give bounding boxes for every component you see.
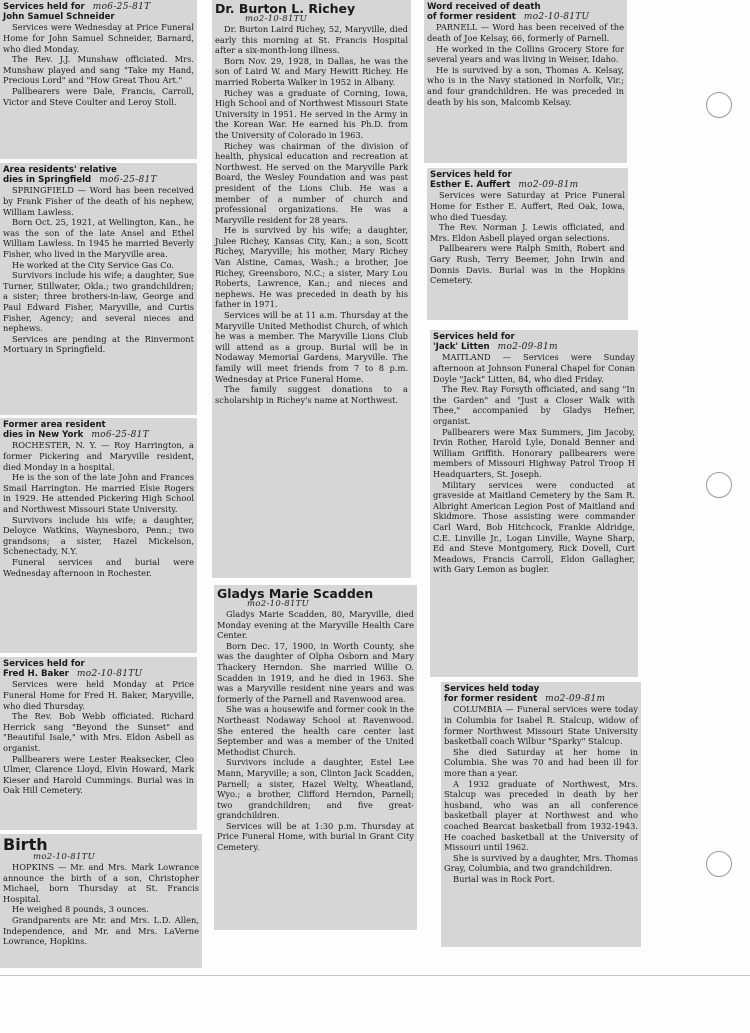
handwritten-note: mo6-25-81T: [92, 2, 151, 12]
clipping-richey: [212, 0, 411, 578]
clipping-heading: Former area resident dies in New York mo6-25-81T: [3, 420, 150, 441]
paragraph: Pallbearers were Max Summers, Jim Jacoby, Irvin Rother, Harold Lyle, Donald Benner and William Griffith. Honorary pallbearers were members of Missouri Highway Patrol Troop H Headquarters, St. Joseph.: [433, 426, 635, 479]
page-edge: [0, 975, 750, 976]
clipping-heading: Area residents' relative dies in Springfield mo6-25-81T: [3, 165, 157, 186]
paragraph: Pallbearers were Lester Reaksecker, Cleo Ulmer, Clarence Lloyd, Elvin Howard, Mark Kieser and Harold Cummings. Burial was in Oak Hill Cemetery.: [3, 753, 194, 796]
paragraph: SPRINGFIELD — Word has been received by Frank Fisher of the death of his nephew, William Lawless.: [3, 185, 194, 217]
paragraph: He worked at the City Service Gas Co.: [12, 259, 174, 270]
paragraph: Services are pending at the Rinvermont Mortuary in Springfield.: [3, 333, 194, 355]
paragraph: Grandparents are Mr. and Mrs. L.D. Allen, Independence, and Mr. and Mrs. LaVerne Lowrance, Hopkins.: [3, 914, 199, 947]
paragraph: He weighed 8 pounds, 3 ounces.: [12, 904, 149, 915]
paragraph: Richey was chairman of the division of health, physical education and recreation at Northwest. He served on the Maryville Park Board, the Wesley Foundation and was past president of the Lions Club. He was a member of a number of church and professional organizations. He was a Maryville resident for 28 years.: [215, 140, 408, 225]
paragraph: Survivors include a daughter, Estel Lee Mann, Maryville; a son, Clinton Jack Scadden, Parnell; a sister, Hazel Welty, Wheatland, Wyo.; a brother, Clifford Herndon, Parnell; two grandchildren; and five great-grandchildren.: [217, 757, 414, 821]
punch-hole: [706, 92, 732, 118]
paragraph: Pallbearers were Dale, Francis, Carroll, Victor and Steve Coulter and Leroy Stoll.: [3, 85, 194, 107]
clipping-scadden: [214, 585, 417, 930]
punch-hole: [706, 851, 732, 877]
paragraph: Survivors include his wife; a daughter, Sue Turner, Stillwater, Okla.; two grandchildren; a sister; three brothers-in-law, George and Paul Edward Fisher, Maryville, and Curtis Fisher, Agency; and several nieces and nephews.: [3, 270, 194, 334]
paragraph: He is survived by a son, Thomas A. Kelsay, who is in the Navy stationed in Norfolk, Vir.; and four grandchildren. He was preceded in death by his son, Malcomb Kelsay.: [427, 64, 624, 107]
clipping-auffert: [427, 168, 628, 320]
paragraph: She died Saturday at her home in Columbia. She was 70 and had been ill for more than a year.: [444, 746, 638, 778]
clipping-schneider: [0, 0, 197, 159]
clipping-baker: [0, 657, 197, 830]
paragraph: Survivors include his wife; a daughter, Deloyce Watkins, Waynesboro, Penn.; two grandsons; a sister, Hazel Mickelson, Schenectady, N.Y.: [3, 514, 194, 557]
paragraph: COLUMBIA — Funeral services were today in Columbia for Isabel R. Stalcup, widow of former Northwest Missouri State University basketball coach Wilbur "Sparky" Stalcup.: [444, 704, 638, 747]
paragraph: Funeral services and burial were Wednesday afternoon in Rochester.: [3, 556, 194, 578]
clipping-lawless: [0, 163, 197, 415]
clipping-heading: Birth: [3, 835, 48, 854]
paragraph: PARNELL — Word has been received of the death of Joe Kelsay, 66, formerly of Parnell.: [427, 22, 624, 43]
paragraph: A 1932 graduate of Northwest, Mrs. Stalcup was preceded in death by her husband, who was an all conference basketball player at Northwest and who coached Bearcat basketball from 1932-1943. He coached basketball at the University of Missouri until 1962.: [444, 778, 638, 853]
clipping-stalcup: [441, 682, 641, 947]
handwritten-note: mo2-10-81TU: [247, 599, 310, 609]
handwritten-note: mo2-10-81TU: [33, 852, 96, 862]
paragraph: The Rev. Ray Forsyth officiated, and sang "In the Garden" and "Just a Closer Walk with Thee," accompanied by Gladys Hefner, organist.: [433, 384, 635, 426]
paragraph: Richey was a graduate of Corning, Iowa, High School and of Northwest Missouri State University in 1951. He served in the Army in the Korean War. He earned his Ph.D. from the University of Colorado in 1963.: [215, 87, 408, 140]
paragraph: He is the son of the late John and Frances Smail Harrington. He married Elsie Rogers in 1929. He attended Pickering High School and Northwest Missouri State University.: [3, 472, 194, 514]
paragraph: Services will be at 11 a.m. Thursday at the Maryville United Methodist Church, of which he was a member. The Maryville Lions Club will attend as a group. Burial will be in Nodaway Memorial Gardens, Maryville. The family will meet friends from 7 to 8 p.m. Wednesday at Price Funeral Home.: [215, 310, 408, 384]
paragraph: The Rev. Norman J. Lewis officiated, and Mrs. Eldon Asbell played organ selections.: [430, 222, 625, 243]
paragraph: Dr. Burton Laird Richey, 52, Maryville, died early this morning at St. Francis Hospital after a six-month-long illness.: [215, 24, 408, 56]
clipping-birth: [0, 834, 202, 968]
clipping-heading: Gladys Marie Scadden: [217, 586, 374, 601]
handwritten-note: mo6-25-81T: [91, 430, 150, 441]
paragraph: Services were Saturday at Price Funeral Home for Esther E. Auffert, Red Oak, Iowa, who died Tuesday.: [430, 190, 625, 222]
handwritten-note: mo2-10-81TU: [245, 14, 308, 24]
paragraph: Born Oct. 25, 1921, at Wellington, Kan., he was the son of the late Ansel and Ethel William Lawless. In 1945 he married Beverly Fisher, who lived in the Maryville area.: [3, 217, 194, 259]
paragraph: Pallbearers were Ralph Smith, Robert and Gary Rush, Terry Beemer, John Irwin and Donnis Davis. Burial was in the Hopkins Cemetery.: [430, 243, 625, 286]
clipping-litten: [430, 330, 638, 677]
handwritten-note: mo2-09-81m: [545, 694, 606, 705]
paragraph: She is survived by a daughter, Mrs. Thomas Gray, Columbia, and two grandchildren.: [444, 852, 638, 874]
paragraph: ROCHESTER, N. Y. — Roy Harrington, a former Pickering and Maryville resident, died Monday in a hospital.: [3, 440, 194, 472]
clipping-kelsay: [424, 0, 627, 163]
clipping-heading: Word received of death of former resident mo2-10-81TU: [427, 2, 590, 23]
punch-hole: [706, 472, 732, 498]
paragraph: The Rev. Bob Webb officiated. Richard Herrick sang "Beyond the Sunset" and "Beautiful Isale," with Mrs. Eldon Asbell as organist.: [3, 711, 194, 753]
clipping-heading: Dr. Burton L. Richey: [215, 1, 356, 16]
paragraph: He worked in the Collins Grocery Store for several years and was living in Weiser, Idaho.: [427, 43, 624, 65]
handwritten-note: mo6-25-81T: [99, 175, 157, 186]
paragraph: Services will be at 1:30 p.m. Thursday at Price Funeral Home, with burial in Grant City Cemetery.: [217, 820, 414, 853]
paragraph: Gladys Marie Scadden, 80, Maryville, died Monday evening at the Maryville Health Care Center.: [217, 609, 414, 641]
paragraph: Services were Wednesday at Price Funeral Home for John Samuel Schneider, Barnard, who died Monday.: [3, 22, 194, 54]
clipping-heading: Services held for Fred H. Baker mo2-10-81TU: [3, 659, 143, 680]
paragraph: He is survived by his wife; a daughter, Julee Richey, Kansas City, Kan.; a son, Scott Richey, Maryville; his mother, Mary Richey Van Alstine, Camas, Wash.; a brother, Joe Richey, Greensboro, N.C.; a sister, Mary Lou Roberts, Lawrence, Kan.; and nieces and nephews. He was preceded in death by his father in 1971.: [215, 225, 408, 310]
handwritten-note: mo2-09-81m: [518, 180, 579, 191]
paragraph: MAITLAND — Services were Sunday afternoon at Johnson Funeral Chapel for Conan Doyle "Jack" Litten, 84, who died Friday.: [433, 352, 635, 384]
paragraph: Services were held Monday at Price Funeral Home for Fred H. Baker, Maryville, who died Thursday.: [3, 679, 194, 711]
handwritten-note: mo2-10-81TU: [523, 12, 590, 23]
handwritten-note: mo2-09-81m: [497, 342, 558, 353]
clipping-heading: Services held for 'Jack' Litten mo2-09-81m: [433, 332, 558, 353]
paragraph: The Rev. J.J. Munshaw officiated. Mrs. Munshaw played and sang "Take my Hand, Precious Lord" and "How Great Thou Art.": [3, 54, 194, 86]
paragraph: The family suggest donations to a scholarship in Richey's name at Northwest.: [215, 384, 408, 405]
paragraph: She was a housewife and former cook in the Northeast Nodaway School at Ravenwood. She entered the health care center last September and was a member of the United Methodist Church.: [217, 704, 414, 757]
handwritten-note: mo2-10-81TU: [76, 669, 143, 680]
paragraph: Military services were conducted at graveside at Maitland Cemetery by the Sam R. Albright American Legion Post of Maitland and Skidmore. Those assisting were commander Carl Ward, Bob Hitchcock, Frankie Aldridge, C.E. Linville Jr., Logan Linville, Wayne Sharp, Ed and Steve Montgomery, Rick Dovell, Curt Meadows, Francis Carroll, Eldon Gallagher, with Gary Lemon as bugler.: [433, 479, 635, 575]
clipping-heading: Services held for Esther E. Auffert mo2-09-81m: [430, 170, 579, 191]
paragraph: HOPKINS — Mr. and Mrs. Mark Lowrance announce the birth of a son, Christopher Michael, born Thursday at St. Francis Hospital.: [3, 862, 199, 904]
clipping-heading: Services held today for former resident mo2-09-81m: [444, 684, 606, 705]
clipping-harrington: [0, 418, 197, 653]
paragraph: Born Dec. 17, 1900, in Worth County, she was the daughter of Olpha Osborn and Mary Thackery Herndon. She married Willie O. Scadden in 1919, and he died in 1963. She was a Maryville resident nine years and was formerly of the Parnell and Ravenwood area.: [217, 640, 414, 704]
paragraph: Born Nov. 29, 1928, in Dallas, he was the son of Laird W. and Mary Hewitt Richey. He married Roberta Walker in 1952 in Albany.: [215, 55, 408, 87]
clipping-heading: Services held for mo6-25-81T John Samuel Schneider: [3, 2, 151, 23]
paragraph: Burial was in Rock Port.: [453, 873, 555, 884]
